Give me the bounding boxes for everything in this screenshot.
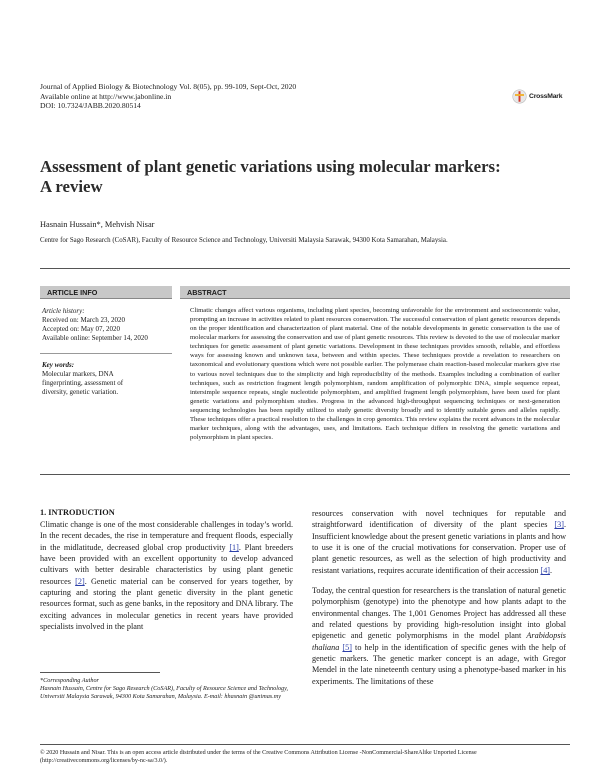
intro-text: Climatic change is one of the most considerable challenges in today’s world. In the recent decades, the rise in temperature and frequent floods, especially in the midlatitude, decreased global crop productivity	[40, 520, 293, 552]
corresponding-author-note	[40, 677, 290, 702]
intro-text: . Plant breeders have been provided with an excellent opportunity to develop advanced cultivars with better desirable characteristics by using plant genetic resources	[40, 542, 293, 586]
bottom-divider	[40, 474, 570, 475]
intro-text: resources conservation with novel techniques for reputable and straightforward identification of diversity of the plant species	[312, 509, 566, 530]
keyword-line: Molecular markers, DNA	[42, 369, 114, 378]
crossmark-label: CrossMark	[529, 92, 563, 100]
intro-text: to help in the identification of specific genes with the help of genetic markers. The genetic marker concept is an adage, with Gregor Mendel in the late nineteenth century using a phenotype-based marker in his experiments. The limitations of these	[312, 642, 567, 686]
crossmark-icon	[512, 89, 527, 104]
doi-text[interactable]: DOI: 10.7324/JABB.2020.80514	[40, 101, 141, 111]
intro-right-column	[312, 508, 566, 696]
info-divider	[40, 353, 172, 354]
keyword-line: diversity, genetic variation.	[42, 387, 119, 396]
license-footer: © 2020 Hussain and Nisar. This is an open access article distributed under the terms of the Creative Commons Attribution License -NonCommercial-ShareAlike Unported License (http://creativecommons.org/licenses/by-nc-sa/3.0/).	[40, 750, 477, 764]
intro-left-column	[40, 519, 293, 641]
species-name: Arabidopsis thaliana	[312, 631, 566, 652]
intro-text: Today, the central question for researchers is the translation of natural genetic polymorphism (genotype) into the phenotype and how plants adapt to the environmental changes. The 1,001 Genomes Project has addressed all these and related questions by providing high-resolution insight into global epigenetic and genetic polymorphisms in the model plant	[312, 586, 566, 641]
intro-paragraph	[40, 519, 293, 632]
keyword-line: fingerprinting, assessment of	[42, 378, 124, 387]
citation-link[interactable]: [1]	[229, 542, 239, 552]
journal-citation: Journal of Applied Biology & Biotechnology Vol. 8(05), pp. 99-109, Sept-Oct, 2020	[40, 82, 297, 91]
introduction-heading: 1. INTRODUCTION	[40, 508, 115, 517]
footnote-details: Hasnain Hussain, Centre for Sago Research (CoSAR), Faculty of Resource Science and Technology, Universiti Malaysia Sarawak, 94300 Kota Samarahan, Malaysia. E-mail: hhasnain @unimas.my	[40, 685, 289, 701]
received-date: Received on: March 23, 2020	[42, 315, 126, 324]
journal-header	[40, 82, 510, 111]
intro-paragraph	[312, 508, 566, 576]
intro-text: .	[550, 565, 553, 575]
keywords-label: Key words:	[42, 361, 75, 369]
online-date: Available online: September 14, 2020	[42, 333, 148, 342]
footer-divider	[40, 744, 570, 745]
history-label: Article history:	[42, 307, 85, 315]
citation-link[interactable]: [5]	[342, 642, 352, 652]
accepted-date: Accepted on: May 07, 2020	[42, 324, 120, 333]
author-list: Hasnain Hussain*, Mehvish Nisar	[40, 220, 155, 229]
footnote-divider	[40, 672, 160, 673]
crossmark-badge[interactable]	[512, 88, 568, 104]
title-line-2: A review	[40, 177, 103, 196]
citation-link[interactable]: [2]	[75, 576, 85, 586]
intro-text: . Insufficient knowledge about the present genetic variations in plants and how to use it is one of the crucial motivations for conservation. Proper use of plant genetic resources, as well as the selection of high productivity and resistant variations, requires accurate identification of their accession	[312, 520, 566, 575]
citation-link[interactable]: [4]	[540, 565, 551, 575]
top-divider	[40, 268, 570, 269]
author-affiliation: Centre for Sago Research (CoSAR), Faculty of Resource Science and Technology, Universiti Malaysia Sarawak, 94300 Kota Samarahan, Malaysia.	[40, 237, 448, 244]
citation-link[interactable]: [3]	[554, 520, 564, 530]
title-line-1: Assessment of plant genetic variations using molecular markers:	[40, 157, 501, 176]
abstract-heading: ABSTRACT	[180, 286, 570, 299]
article-info-heading: ARTICLE INFO	[40, 286, 172, 299]
intro-paragraph	[312, 585, 566, 687]
availability-link[interactable]: Available online at http://www.jabonline.in	[40, 91, 172, 101]
article-title	[40, 157, 570, 197]
intro-text: . Genetic material can be conserved for years together, by capturing and storing the plant genetic diversity in the plant genetic resources format, such as gene banks, in the repository and DNA library. The exciting advances in molecular genetics in recent years have provided specialists involved in the plant	[40, 576, 293, 632]
abstract-text: Climatic changes affect various organisms, including plant species, becoming unfavorable for the environment and socioeconomic value, prompting an increase in activities related to plant resources conservation. The successful conservation of plant genetic resources depends on the proper identification and characterization of plant material. One of the notable developments in genetic conservation is the use of molecular markers for assessing the conservation and use of plant genetic resources. This review is devoted to the use of molecular marker techniques for genetic assessment of plant genetic variations. Development in these techniques provides smooth, reliable, and effortless ways for assessing known and unknown taxa, between and within species. These techniques provide a revelation to researchers on taxonomical and evolutionary questions which were not possible earlier. The polymerase chain reaction-based molecular markers give rise to various novel techniques due to the simplicity and high reproducibility of the methods. Examples including a combination of earlier techniques, such as restriction fragment length polymorphism, random amplification of polymorphic DNA, simple sequence repeat, intersimple sequence repeats, single nucleotide polymorphism, and amplified fragment length polymorphism, have been used for plant genetic variations and polymorphism studies. Progress in the advanced high-throughput sequencing techniques or next-generation sequencing technologies has been rapidly utilized to study genetic diversity broadly and to identify suitable genes and alleles rapidly. These techniques offer a practical resolution to the challenges in crop genomics. This review explains the recent advances in the molecular marker techniques, along with the advantages, uses, and limitations. Each technique differs in resolving the genetic variations and polymorphism in plant species.	[190, 307, 560, 442]
keywords-block	[42, 361, 170, 397]
footnote-label: *Corresponding Author	[40, 677, 99, 684]
article-history	[42, 307, 170, 343]
